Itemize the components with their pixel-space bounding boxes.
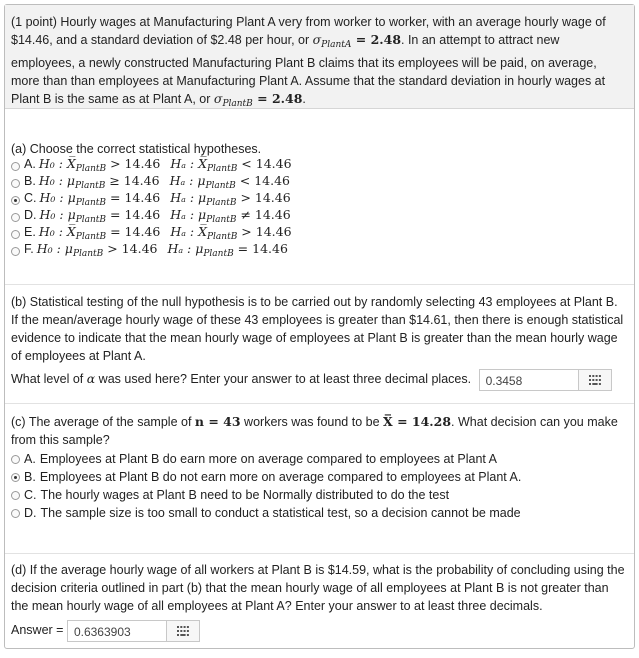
hypothesis-label: E. H₀ : $X̅_{PlantB} = 14.46$ Hₐ : $X̅_{PlantB} > 14.46$ [24,224,292,242]
option-letter: C. [24,487,37,502]
part-b-question: What level of α was used here? Enter your answer to at least three decimal places. 0.3458 [11,367,629,391]
intro-line: more than than employees at Manufacturing Plant A. Assume that the standard deviation in hourly wages at [11,74,606,88]
option-text: Employees at Plant B do not earn more on average compared to employees at Plant A. [39,469,522,484]
alpha-answer-input[interactable]: 0.3458 [479,369,579,391]
hypothesis-label: D. H₀ : $\mu_{PlantB} = 14.46$ Hₐ : $\mu_{PlantB} \ne 14.46$ [24,207,291,225]
option-text: The hourly wages at Plant B need to be Normally distributed to do the test [40,487,450,502]
option-letter: A. [24,451,36,466]
part-b-line: If the mean/average hourly wage of these 43 employees is greater than $14.61, then there is enough statistical [11,313,624,327]
option-letter: D. [24,505,37,520]
intro-line: (1 point) Hourly wages at Manufacturing Plant A very from worker to worker, with an average hourly wage of [11,15,606,29]
radio-button[interactable] [11,473,20,482]
part-a-prompt: (a) Choose the correct statistical hypotheses. [11,142,262,156]
option-text: Employees at Plant B do earn more on average compared to employees at Plant A [39,451,498,466]
hypothesis-label: B. H₀ : $\mu_{PlantB} \ge 14.46$ Hₐ : $\mu_{PlantB} < 14.46$ [24,173,290,191]
option-letter: B. [24,469,36,484]
intro-line: $14.46, and a standard deviation of $2.48 per hour, or $\sigma_{PlantA} = 2.48$. In an attempt to attract new [11,32,560,50]
option-text: The sample size is too small to conduct a statistical test, so a decision cannot be made [40,505,521,520]
radio-button[interactable] [11,162,20,171]
decision-options [11,450,629,522]
decision-option[interactable] [11,504,629,522]
part-d-line: the mean hourly wage of all employees at Plant A? Enter your answer to at least three decimals. [11,599,543,613]
part-d [11,561,629,642]
radio-button[interactable] [11,196,20,205]
hypothesis-options [11,158,629,260]
radio-button[interactable] [11,213,20,222]
hypothesis-option[interactable] [11,243,629,260]
part-b-line: of employees at Plant A. [11,349,146,363]
radio-button[interactable] [11,455,20,464]
decision-option[interactable] [11,468,629,486]
part-d-answer-row [11,618,629,642]
part-b-line: (b) Statistical testing of the null hypothesis is to be carried out by randomly selecting 43 employees at Plant B. [11,295,618,309]
problem-statement [5,5,634,109]
hypothesis-label: C. H₀ : $\mu_{PlantB} = 14.46$ Hₐ : $\mu_{PlantB} > 14.46$ [24,190,291,208]
part-c [11,413,629,522]
intro-line: employees, a newly constructed Manufacturing Plant B claims that its employees will be paid, on average, [11,56,597,70]
part-c-line: from this sample? [11,433,110,447]
radio-button[interactable] [11,509,20,518]
part-a [11,140,629,260]
problem-panel [4,4,635,649]
intro-line: Plant B is the same as at Plant A, or $\sigma_{PlantB} = 2.48$. [11,91,306,109]
hypothesis-label: F. H₀ : $\mu_{PlantB} > 14.46$ Hₐ : $\mu_{PlantB} = 14.46$ [24,241,288,259]
keyboard-icon[interactable] [579,369,612,391]
part-b [11,293,629,391]
answer-label: Answer = [11,623,67,637]
radio-button[interactable] [11,247,20,256]
part-b-line: evidence to indicate that the mean hourly wage of employees at Plant B is greater than the mean hourly wage [11,331,618,345]
part-d-line: (d) If the average hourly wage of all workers at Plant B is $14.59, what is the probability of concluding using the [11,563,625,577]
probability-answer-input[interactable]: 0.6363903 [67,620,167,642]
radio-button[interactable] [11,179,20,188]
decision-option[interactable] [11,486,629,504]
keyboard-icon[interactable] [167,620,200,642]
part-c-line: (c) The average of the sample of n = 43 workers was found to be X̅ = 14.28. What decision can you make [11,414,618,429]
decision-option[interactable] [11,450,629,468]
hypothesis-label: A. H₀ : $X̅_{PlantB} > 14.46$ Hₐ : $X̅_{PlantB} < 14.46$ [24,156,292,174]
part-d-line: decision criteria outlined in part (b) that the mean hourly wage of all employees at Plant B is not greater than [11,581,609,595]
radio-button[interactable] [11,491,20,500]
radio-button[interactable] [11,230,20,239]
